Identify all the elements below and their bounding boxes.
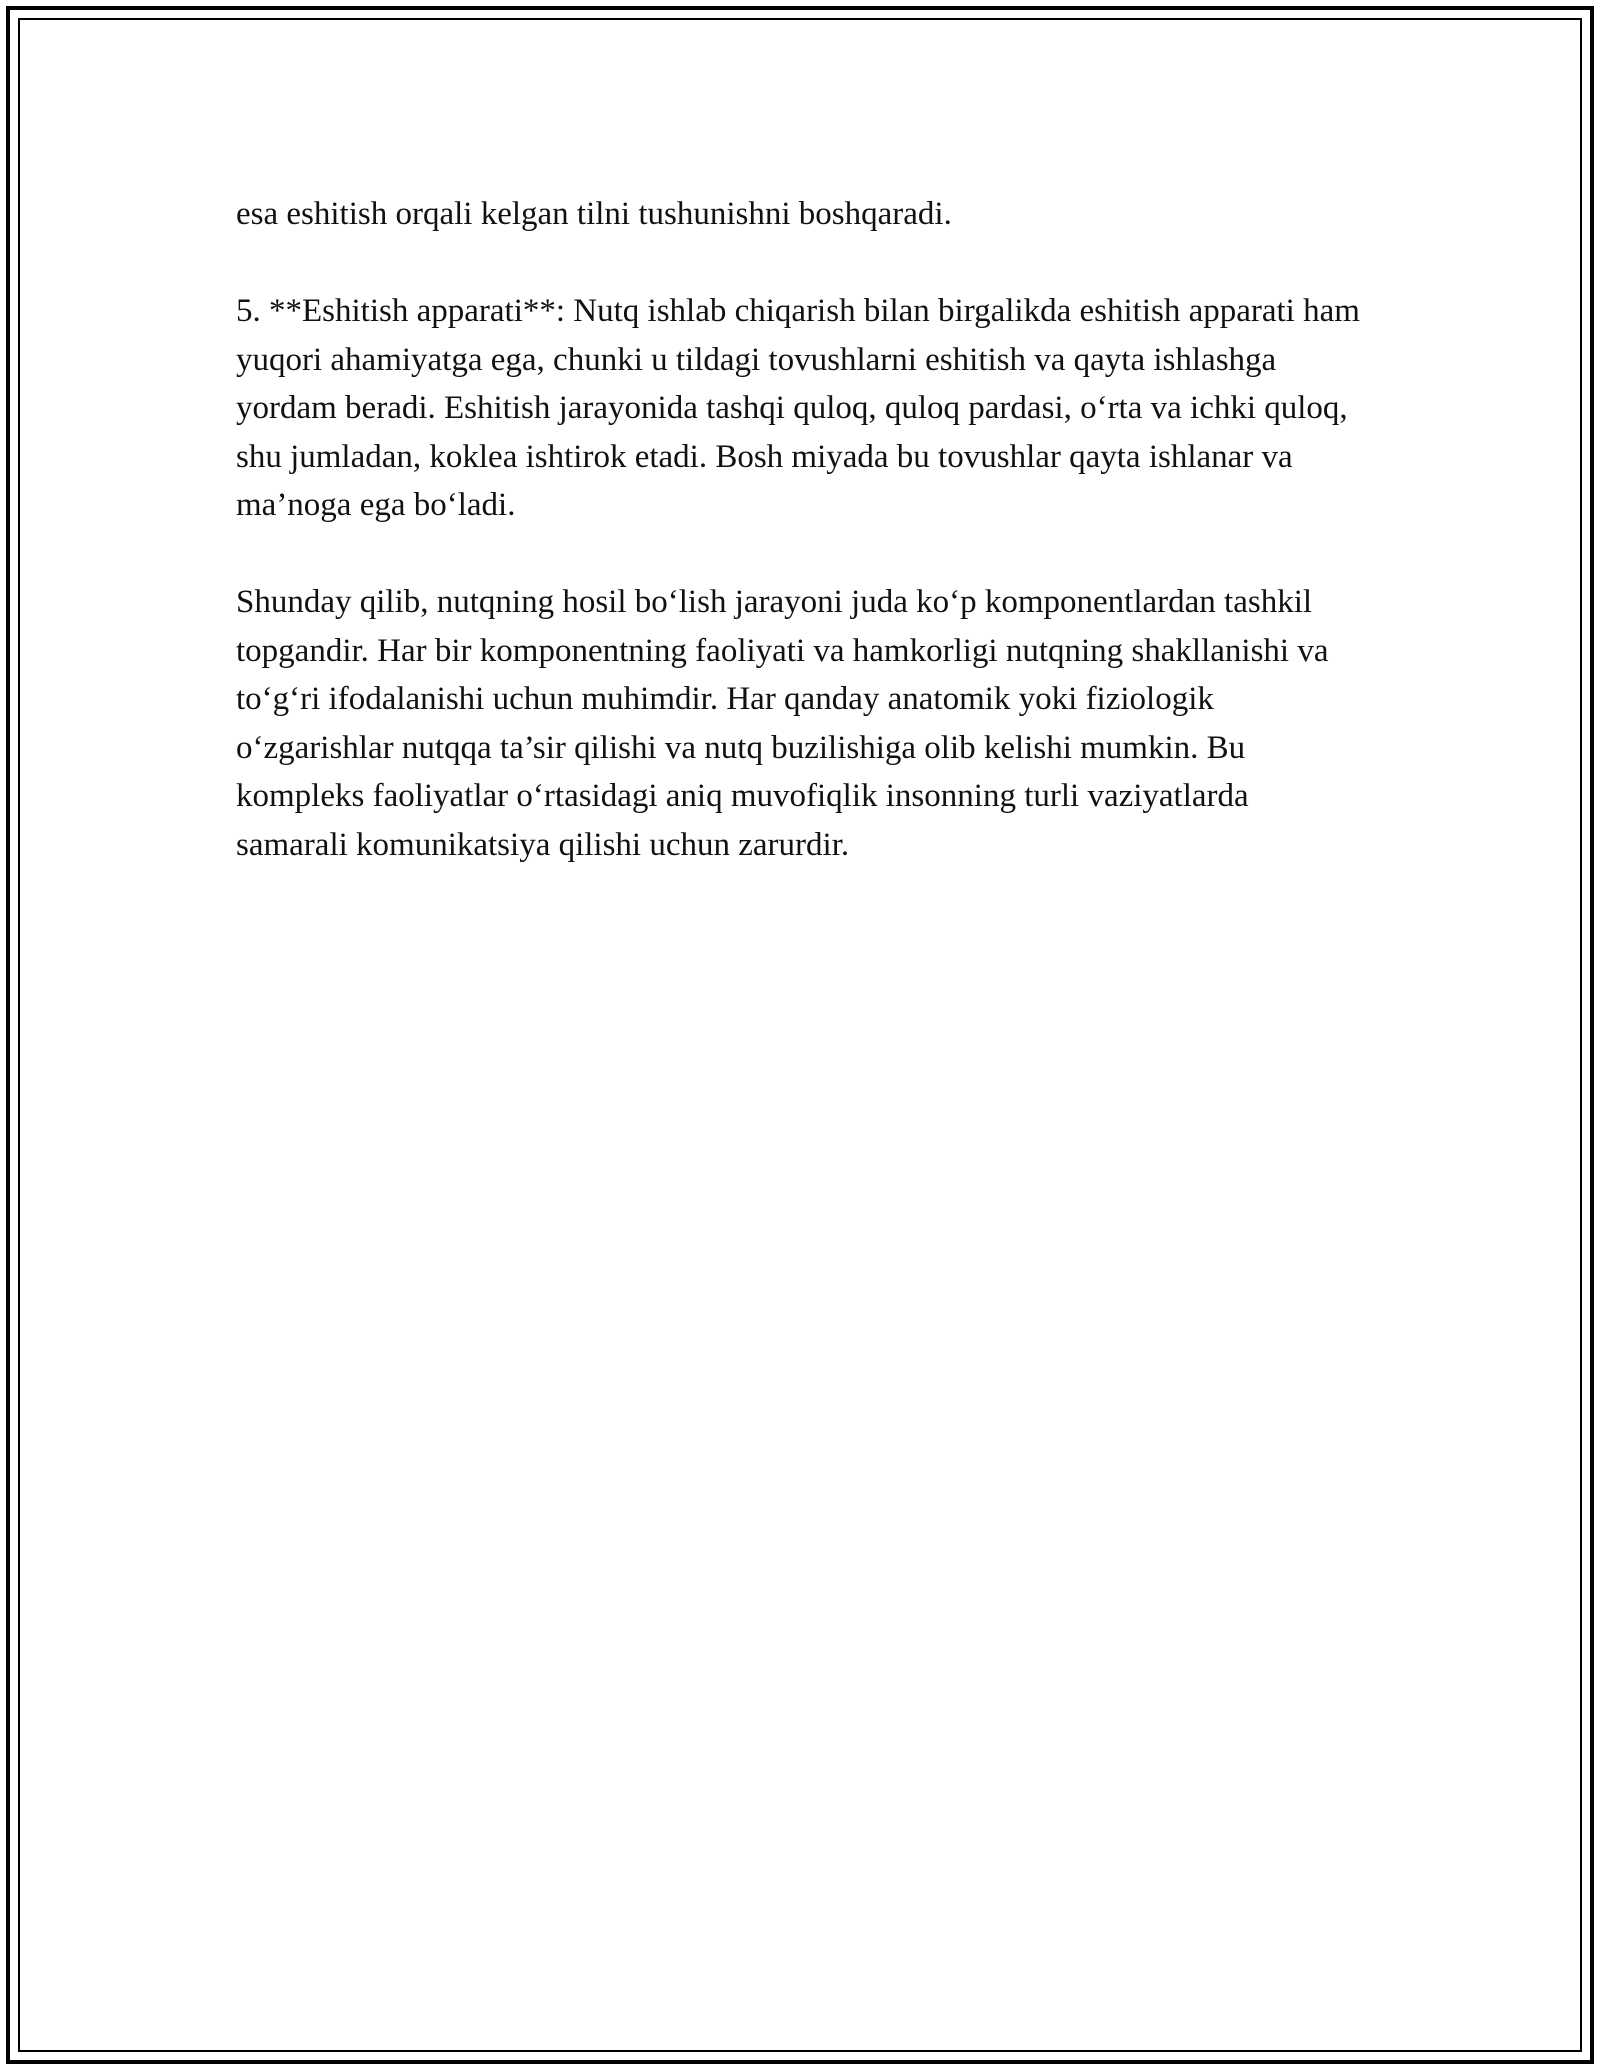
document-body [236,190,1366,918]
paragraph-conclusion: Shunday qilib, nutqning hosil bo‘lish jarayoni juda ko‘p komponentlardan tashkil topgandir. Har bir komponentning faoliyati va hamkorligi nutqning shakllanishi va to‘g‘ri ifodalanishi uchun muhimdir. Har qanday anatomik yoki fiziologik o‘zgarishlar nutqqa ta’sir qilishi va nutq buzilishiga olib kelishi mumkin. Bu kompleks faoliyatlar o‘rtasidagi aniq muvofiqlik insonning turli vaziyatlarda samarali komunikatsiya qilishi uchun zarurdir. [236,584,1329,863]
paragraph-eshitish-apparati: 5. **Eshitish apparati**: Nutq ishlab chiqarish bilan birgalikda eshitish apparati ham yuqori ahamiyatga ega, chunki u tildagi tovushlarni eshitish va qayta ishlashga yordam beradi. Eshitish jarayonida tashqi quloq, quloq pardasi, o‘rta va ichki quloq, shu jumladan, koklea ishtirok etadi. Bosh miyada bu tovushlar qayta ishlanar va ma’noga ega bo‘ladi. [236,293,1360,523]
paragraph-continuation: esa eshitish orqali kelgan tilni tushunishni boshqaradi. [236,196,952,232]
